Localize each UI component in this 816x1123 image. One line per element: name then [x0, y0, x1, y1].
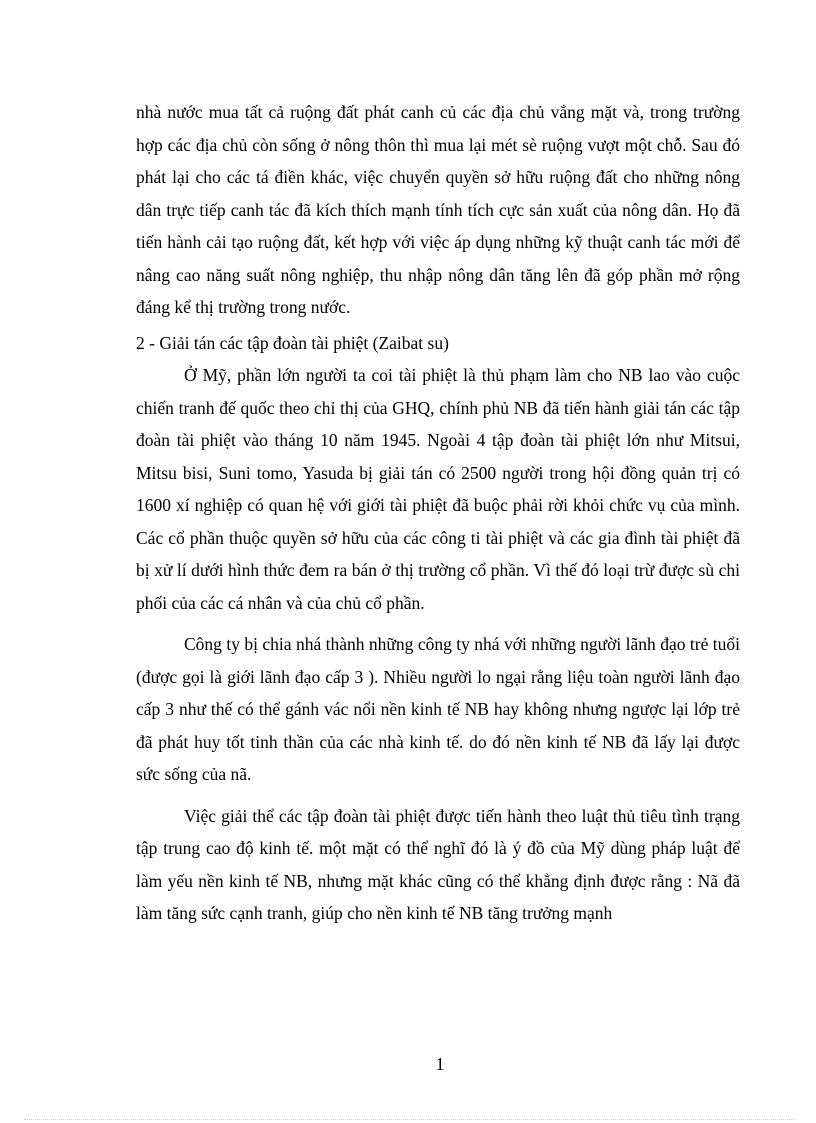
- paragraph-land-reform: nhà nước mua tất cả ruộng đất phát canh củ các địa chủ vắng mặt và, trong trường hợp các địa chủ còn sống ở nông thôn thì mua lại mét sè ruộng vượt một chỗ. Sau đó phát lại cho các tá điền khác, việc chuyển quyền sở hữu ruộng đất cho những nông dân trực tiếp canh tác đã kích thích mạnh tính tích cực sản xuất của nông dân. Họ đã tiến hành cải tạo ruộng đất, kết hợp với việc áp dụng những kỹ thuật canh tác mới để nâng cao năng suất nông nghiệp, thu nhập nông dân tăng lên đã góp phần mở rộng đáng kể thị trường trong nước.: [136, 102, 740, 317]
- section-heading-zaibatsu: 2 - Giải tán các tập đoàn tài phiệt (Zaibat su): [136, 332, 449, 353]
- footer-divider: [24, 1119, 794, 1120]
- page-number: 1: [435, 1054, 445, 1074]
- document-body: [136, 96, 740, 930]
- paragraph-zaibatsu-dissolution: Ở Mỹ, phần lớn người ta coi tài phiệt là thủ phạm làm cho NB lao vào cuộc chiến tranh đế quốc theo chỉ thị của GHQ, chính phủ NB đã tiến hành giải tán các tập đoàn tài phiệt vào tháng 10 năm 1945. Ngoài 4 tập đoàn tài phiệt lớn như Mitsui, Mitsu bisi, Suni tomo, Yasuda bị giải tán có 2500 người trong hội đồng quản trị có 1600 xí nghiệp có quan hệ với giới tài phiệt đã buộc phải rời khỏi chức vụ của mình. Các cổ phần thuộc quyền sở hữu của các công ti tài phiệt và các gia đình tài phiệt đã bị xử lí dưới hình thức đem ra bán ở thị trường cổ phần. Vì thế đó loại trừ được sù chi phối của các cá nhân và của chủ cổ phần.: [136, 365, 740, 613]
- paragraph-dissolution-law: Việc giải thể các tập đoàn tài phiệt được tiến hành theo luật thủ tiêu tình trạng tập trung cao độ kinh tế. một mặt có thể nghĩ đó là ý đồ của Mỹ dùng pháp luật để làm yếu nền kinh tế NB, nhưng mặt khác cũng có thể khẳng định được rằng : Nã đã làm tăng sức cạnh tranh, giúp cho nền kinh tế NB tăng trưởng mạnh: [136, 805, 740, 923]
- paragraph-company-split: Công ty bị chia nhá thành những công ty nhá với những người lãnh đạo trẻ tuổi (được gọi là giới lãnh đạo cấp 3 ). Nhiều người lo ngại rằng liệu toàn người lãnh đạo cấp 3 như thế có thể gánh vác nổi nền kinh tế NB hay không nhưng ngược lại lớp trẻ đã phát huy tốt tinh thần của các nhà kinh tế. do đó nền kinh tế NB đã lấy lại được sức sống của nã.: [136, 634, 740, 784]
